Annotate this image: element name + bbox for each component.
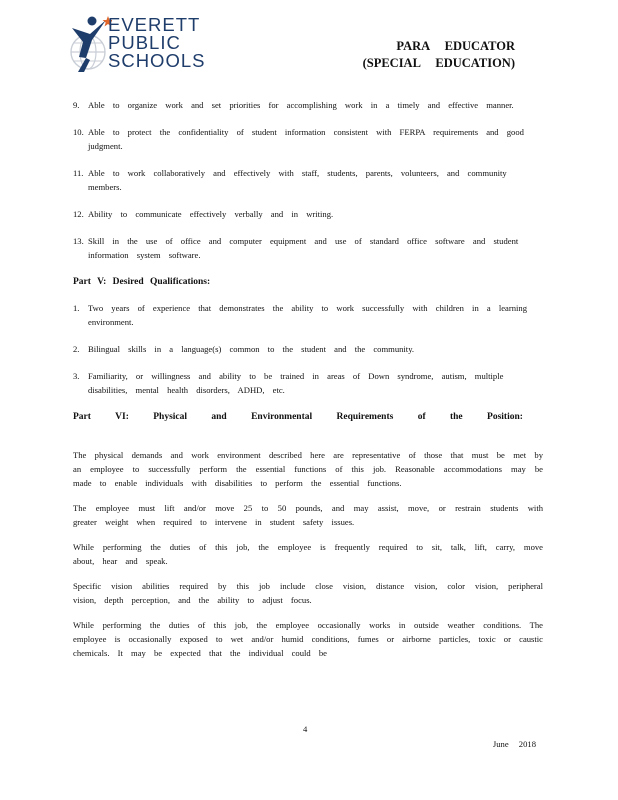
logo-figure-icon (68, 14, 112, 76)
list-item-text: Familiarity, or willingness and ability to be trained in areas of Down syndrome, autism, multiple disabilities, mental health disorders, ADHD, etc. (88, 371, 504, 395)
list-item-text: Two years of experience that demonstrates the ability to work successfully with children in a learning environment. (88, 303, 528, 327)
body-paragraph: The employee must lift and/or move 25 to 50 pounds, and may assist, move, or restrain students with greater weight when required to intervene in student safety issues. (73, 503, 543, 527)
body-paragraph: While performing the duties of this job, the employee occasionally works in outside weather conditions. The employee is occasionally exposed to wet and/or humid conditions, fumes or airborne particles, toxic or caustic chemicals. It may be expected that the individual could be (73, 620, 543, 658)
page-number: 4 (303, 724, 308, 734)
list-item (73, 125, 543, 153)
logo-line-2: PUBLIC (108, 32, 181, 53)
list-item (73, 301, 543, 329)
body-paragraph: Specific vision abilities required by this job include close vision, distance vision, color vision, peripheral vision, depth perception, and the ability to adjust focus. (73, 581, 543, 605)
list-item (73, 166, 543, 194)
list-item-number: 1. (73, 303, 80, 313)
list-item (73, 207, 543, 221)
list-item-text: Ability to communicate effectively verbally and in writing. (88, 209, 334, 219)
list-item-text: Skill in the use of office and computer equipment and use of standard office software and student information system software. (88, 236, 519, 260)
document-title (363, 38, 515, 72)
list-item-number: 12. (73, 209, 84, 219)
list-item-text: Able to work collaboratively and effectively with staff, students, parents, volunteers, and community members. (88, 168, 507, 192)
body-paragraph: The physical demands and work environment described here are representative of those that must be met by an employee to successfully perform the essential functions of this job. Reasonable accommodations may be made to enable individuals with disabilities to perform the essential functions. (73, 450, 543, 488)
list-item-number: 3. (73, 371, 80, 381)
logo-line-3: SCHOOLS (108, 50, 206, 71)
list-item-number: 10. (73, 127, 84, 137)
list-item (73, 342, 543, 356)
list-item-text: Able to organize work and set priorities for accomplishing work in a timely and effective manner. (88, 100, 514, 110)
list-item-number: 13. (73, 236, 84, 246)
document-body (73, 98, 543, 671)
list-item-number: 11. (73, 168, 84, 178)
logo-wordmark (108, 16, 205, 70)
title-line-2: (SPECIAL EDUCATION) (362, 56, 515, 70)
section-heading-part-v: Part V: Desired Qualifications: (73, 277, 211, 287)
everett-public-schools-logo (68, 14, 248, 78)
list-item-text: Bilingual skills in a language(s) common to the student and the community. (88, 344, 415, 354)
list-item-text: Able to protect the confidentiality of student information consistent with FERPA requirements and good judgment. (88, 127, 524, 151)
logo-line-1: EVERETT (108, 14, 201, 35)
list-item-number: 9. (73, 100, 80, 110)
list-item-number: 2. (73, 344, 80, 354)
list-item (73, 369, 543, 397)
title-line-1: PARA EDUCATOR (396, 39, 515, 53)
body-paragraph: While performing the duties of this job, the employee is frequently required to sit, talk, lift, carry, move about, hear and speak. (73, 542, 543, 566)
list-item (73, 98, 543, 112)
list-item (73, 234, 543, 262)
section-heading-part-vi: Part VI: Physical and Environmental Requirements of the Position: (73, 412, 523, 422)
revision-date: June 2018 (492, 739, 536, 749)
